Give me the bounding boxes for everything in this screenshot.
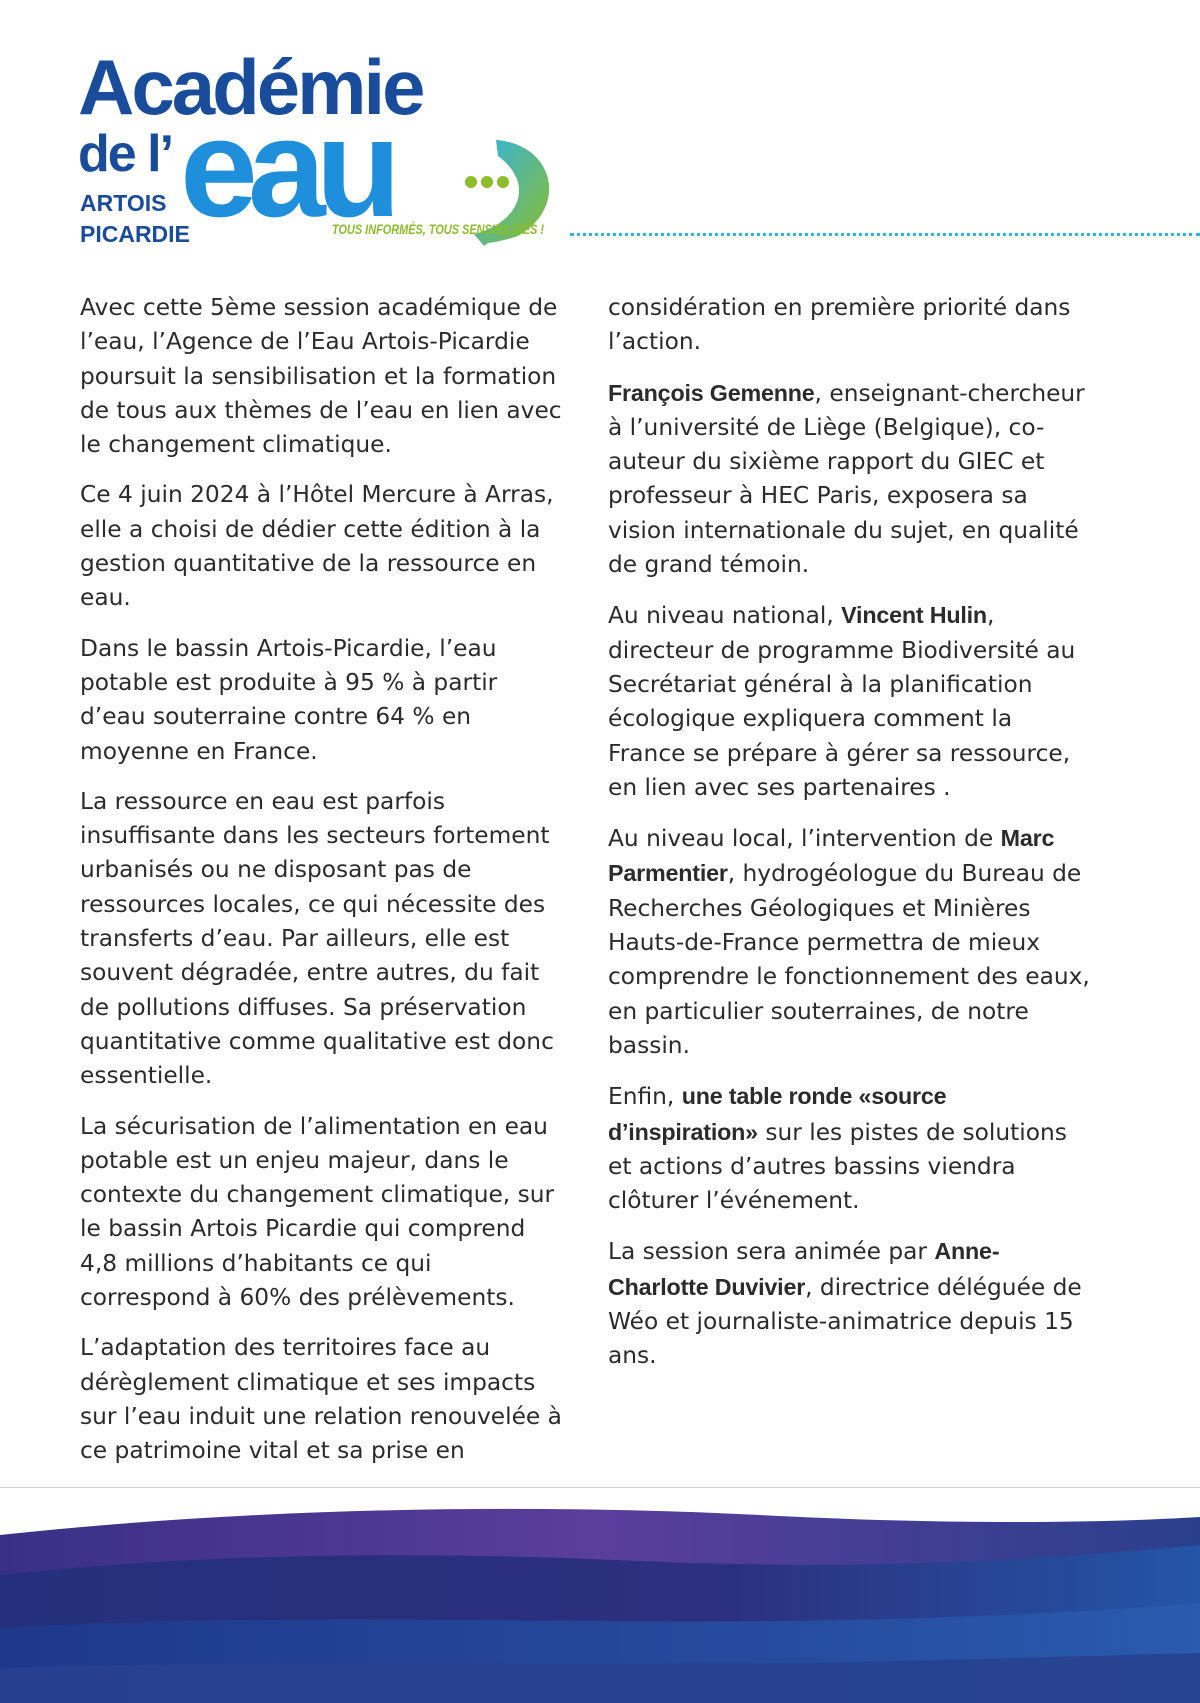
speaker-description: , enseignant-chercheur à l’université de Liège (Belgique), co-auteur du sixième rapport du GIEC et professeur à HEC Paris, exposera sa vision internationale du sujet, en qualité de grand témoin.: [608, 379, 1085, 579]
event-highlight: une table ronde «source d’inspiration»: [608, 1083, 947, 1145]
paragraph-basin: Dans le bassin Artois-Picardie, l’eau potable est produite à 95 % à partir d’eau souterraine contre 64 % en moyenne en France.: [80, 634, 498, 765]
paragraph-lead: La session sera animée par: [608, 1238, 935, 1266]
chat-dots-icon: [465, 176, 509, 188]
paragraph-parmentier: [608, 821, 1096, 1063]
logo-eau-word: eau: [180, 89, 392, 246]
paragraph-resource: La ressource en eau est parfois insuffisante dans les secteurs fortement urbanisés ou ne disposant pas de ressources locales, ce qui nécessite des transferts d’eau. Par ailleurs, elle est souvent dégradée, entre autres, du fait de pollutions diffuses. Sa préservation quantitative comme qualitative est donc essentielle.: [80, 787, 554, 1090]
logo-tagline: TOUS INFORMÉS, TOUS SENSIBILISÉS !: [332, 221, 544, 237]
logo-region: [80, 188, 190, 250]
header-dotted-rule: [570, 233, 1200, 236]
footer-waves: [0, 1503, 1200, 1703]
speaker-description: , directeur de programme Biodiversité au Secrétariat général à la planification écologique expliquera comment la France se prépare à gérer sa ressource, en lien avec ses partenaires .: [608, 602, 1076, 801]
host-description: , directrice déléguée de Wéo et journaliste-animatrice depuis 15 ans.: [608, 1273, 1082, 1370]
paragraph-hulin: [608, 598, 1096, 805]
logo-title-line2: de l’: [78, 125, 173, 183]
region-line1: ARTOIS: [80, 190, 167, 216]
paragraph-lead: Au niveau local, l’intervention de: [608, 825, 1001, 853]
host-name: Anne-Charlotte Duvivier: [608, 1238, 1000, 1300]
speaker-name: Marc Parmentier: [608, 825, 1055, 887]
paragraph-gemenne: [608, 376, 1096, 583]
paragraph-adaptation: L’adaptation des territoires face au dérèglement climatique et ses impacts sur l’eau induit une relation renouvelée à ce patrimoine vital et sa prise en: [80, 1334, 562, 1465]
speaker-description: , hydrogéologue du Bureau de Recherches Géologiques et Minières Hauts-de-France permettra de mieux comprendre le fonctionnement des eaux, en particulier souterraines, de notre bassin.: [608, 860, 1090, 1059]
region-line2: PICARDIE: [80, 221, 190, 247]
paragraph-continuation: considération en première priorité dans l’action.: [608, 294, 1071, 356]
left-column: [80, 291, 568, 1485]
paragraph-host: [608, 1234, 1096, 1373]
logo-title-line1: Académie: [78, 43, 423, 131]
speaker-name: François Gemenne: [608, 379, 815, 406]
paragraph-intro: Avec cette 5ème session académique de l’eau, l’Agence de l’Eau Artois-Picardie poursuit la sensibilisation et la formation de tous aux thèmes de l’eau en lien avec le changement climatique.: [80, 294, 562, 459]
paragraph-lead: Au niveau national,: [608, 602, 842, 630]
event-description: sur les pistes de solutions et actions d’autres bassins viendra clôturer l’événement.: [608, 1118, 1067, 1215]
footer-divider: [0, 1487, 1200, 1488]
paragraph-lead: Enfin,: [608, 1083, 682, 1111]
paragraph-date: Ce 4 juin 2024 à l’Hôtel Mercure à Arras, elle a choisi de dédier cette édition à la gestion quantitative de la ressource en eau.: [80, 481, 554, 612]
right-column: [608, 291, 1096, 1390]
paragraph-security: La sécurisation de l’alimentation en eau potable est un enjeu majeur, dans le contexte du changement climatique, sur le bassin Artois Picardie qui comprend 4,8 millions d’habitants ce qui correspond à 60% des prélèvements.: [80, 1112, 555, 1312]
speaker-name: Vincent Hulin: [841, 602, 987, 629]
academie-logo: [78, 43, 558, 253]
paragraph-round-table: [608, 1079, 1096, 1218]
